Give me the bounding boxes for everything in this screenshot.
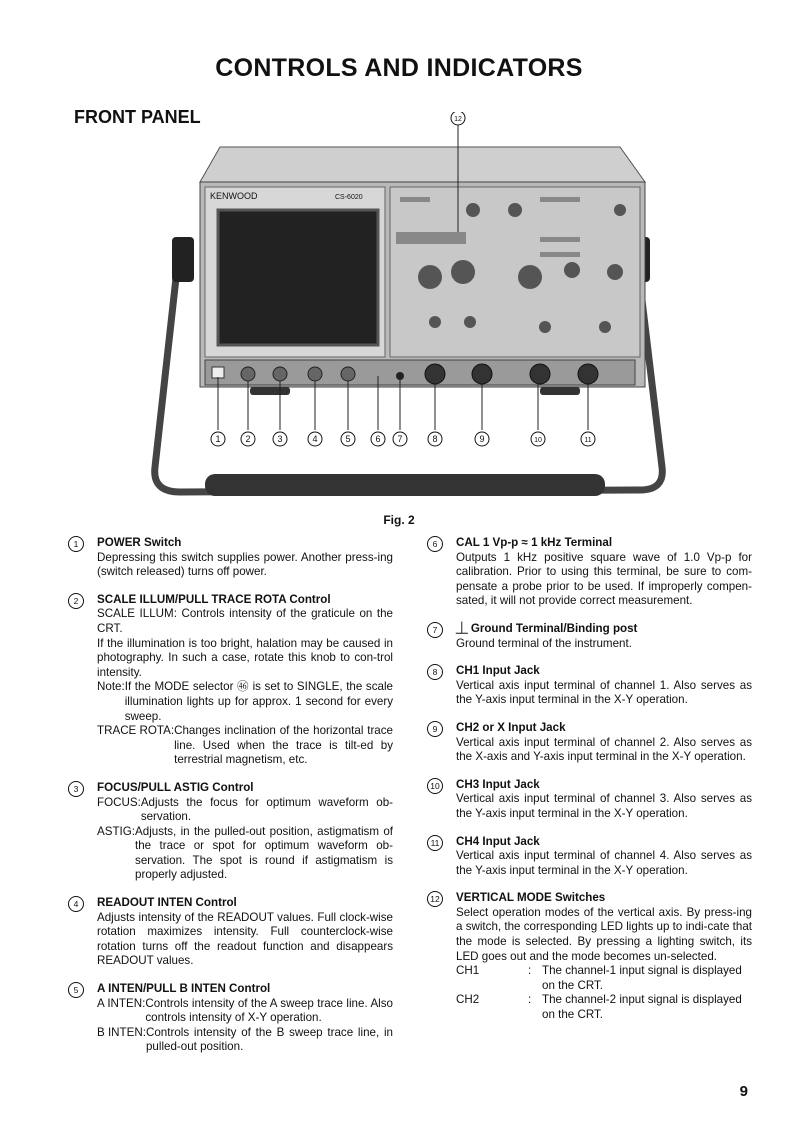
callout-2: 2: [245, 434, 251, 444]
item-text: Select operation modes of the vertical axis. By press-ing a switch, the corresponding LED lights up to indi-cate that the mode is selected. By pressing a lighting switch, its LED goes out and the mode becomes un-selected.: [456, 905, 752, 963]
trace-rota-text: Changes inclination of the horizontal trace line. Used when the trace is tilt-ed by terrestrial magnetism, etc.: [174, 724, 393, 767]
item-text: Depressing this switch supplies power. Another press-ing (switch released) turns off power.: [97, 550, 393, 579]
item-text: Vertical axis input terminal of channel 3. Also serves as the Y-axis input terminal in the X-Y operation.: [456, 792, 752, 820]
item-title: CH4 Input Jack: [456, 834, 540, 848]
oscilloscope-figure: [60, 112, 750, 512]
item-number: 6: [427, 536, 443, 552]
item-text: Outputs 1 kHz positive square wave of 1.0 Vp-p for calibration. Prior to using this terminal, be sure to com-pensate a probe prior to be used. If improperly compen-sated, it will not provide correct measurement.: [456, 550, 752, 608]
callout-5: 5: [345, 434, 351, 444]
crt-screen: [218, 210, 378, 345]
right-column: [427, 536, 752, 1036]
item-title: VERTICAL MODE Switches: [456, 891, 606, 905]
mode-list: [456, 964, 752, 1022]
focus-label: FOCUS:: [97, 795, 141, 809]
left-column: [68, 536, 393, 1068]
item-ground-terminal: [427, 622, 752, 651]
item-number: 2: [68, 593, 84, 609]
astig-text: Adjusts, in the pulled-out position, astigmatism of the trace or spot for optimum waveform ob-servation. The spot is round if astigmatism is properly adjusted.: [135, 824, 393, 882]
callout-6: 6: [375, 434, 381, 444]
brand-label: KENWOOD: [210, 191, 258, 201]
item-title: CH1 Input Jack: [456, 664, 540, 678]
mode-desc: The channel-1 input signal is displayed on the CRT.: [542, 964, 742, 992]
item-text: Adjusts intensity of the READOUT values. Full clock-wise rotation maximizes intensity. Full counterclock-wise rotation turns off the readout function and disappears READOUT values.: [97, 910, 393, 968]
item-title: SCALE ILLUM/PULL TRACE ROTA Control: [97, 592, 331, 606]
item-title: READOUT INTEN Control: [97, 896, 237, 910]
mode-desc: The channel-2 input signal is displayed on the CRT.: [542, 993, 742, 1022]
item-text: Vertical axis input terminal of channel 4. Also serves as the Y-axis input terminal in the X-Y operation.: [456, 849, 752, 877]
trace-rota-block: [97, 724, 393, 768]
item-number: 3: [68, 781, 84, 797]
item-ch1-input: [427, 664, 752, 708]
item-ch3-input: [427, 778, 752, 822]
item-focus-astig: [68, 781, 393, 883]
note-block: [97, 680, 393, 724]
callout-7: 7: [397, 434, 403, 444]
a-inten-block: [97, 997, 393, 1026]
callout-8: 8: [432, 434, 438, 444]
focus-text: Adjusts the focus for optimum waveform ob-servation.: [140, 795, 393, 824]
item-title: CH3 Input Jack: [456, 777, 540, 791]
item-text: Vertical axis input terminal of channel 2. Also serves as the X-axis and Y-axis input terminal in the X-Y operation.: [456, 735, 752, 764]
item-power-switch: [68, 536, 393, 580]
b-inten-block: [97, 1026, 393, 1055]
item-number: 8: [427, 664, 443, 680]
astig-label: ASTIG:: [97, 824, 136, 838]
mode-sep: :: [528, 964, 532, 978]
item-readout-inten: [68, 896, 393, 969]
b-inten-label: B INTEN:: [97, 1025, 146, 1039]
item-scale-illum: [68, 593, 393, 768]
item-number: 7: [427, 622, 443, 638]
item-text: Vertical axis input terminal of channel 1. Also serves as the Y-axis input terminal in the X-Y operation.: [456, 678, 752, 707]
callout-9: 9: [479, 434, 485, 444]
callout-11: 11: [584, 437, 592, 444]
figure-caption: Fig. 2: [383, 513, 415, 527]
callout-10: 10: [534, 437, 542, 444]
callout-4: 4: [312, 434, 318, 444]
mode-sep: :: [528, 993, 532, 1007]
item-cal-terminal: [427, 536, 752, 609]
item-number: 1: [68, 536, 84, 552]
item-title: ⏊ Ground Terminal/Binding post: [456, 621, 638, 635]
callout-3: 3: [277, 434, 283, 444]
item-title: CAL 1 Vp-p ≈ 1 kHz Terminal: [456, 536, 613, 549]
astig-block: [97, 825, 393, 883]
item-number: 12: [427, 891, 443, 907]
item-text: SCALE ILLUM: Controls intensity of the graticule on the CRT.: [97, 607, 393, 635]
page-title: CONTROLS AND INDICATORS: [215, 54, 583, 82]
model-label: CS-6020: [335, 194, 363, 201]
item-vertical-mode: [427, 891, 752, 1022]
item-number: 11: [427, 835, 443, 851]
note-label: Note:: [97, 680, 125, 694]
focus-block: [97, 796, 393, 825]
item-ch4-input: [427, 835, 752, 879]
b-inten-text: Controls intensity of the B sweep trace line, in pulled-out position.: [145, 1025, 393, 1054]
item-ch2-input: [427, 721, 752, 765]
item-number: 9: [427, 721, 443, 737]
page-number: 9: [739, 1083, 748, 1100]
item-title: POWER Switch: [97, 536, 182, 549]
item-title: CH2 or X Input Jack: [456, 720, 566, 734]
trace-rota-label: TRACE ROTA:: [97, 724, 175, 738]
item-text: Ground terminal of the instrument.: [456, 636, 632, 650]
item-number: 10: [427, 778, 443, 794]
section-heading: FRONT PANEL: [74, 107, 201, 127]
callout-12: 12: [454, 116, 462, 123]
a-inten-label: A INTEN:: [97, 996, 146, 1010]
mode-key: CH1: [456, 964, 480, 978]
item-number: 4: [68, 896, 84, 912]
item-text: If the illumination is too bright, halation may be caused in photography. In such a case, rotate this knob to con-trol intensity.: [97, 636, 393, 679]
item-title: FOCUS/PULL ASTIG Control: [97, 780, 254, 794]
item-number: 5: [68, 982, 84, 998]
mode-key: CH2: [456, 993, 480, 1007]
item-title: A INTEN/PULL B INTEN Control: [97, 982, 271, 996]
note-text: If the MODE selector ㊻ is set to SINGLE, the scale illumination lights up for approx. 1 second for every sweep.: [124, 680, 393, 723]
item-a-inten: [68, 982, 393, 1055]
callout-1: 1: [215, 434, 221, 444]
a-inten-text: Controls intensity of the A sweep trace line. Also controls intensity of X-Y operation.: [145, 996, 393, 1025]
